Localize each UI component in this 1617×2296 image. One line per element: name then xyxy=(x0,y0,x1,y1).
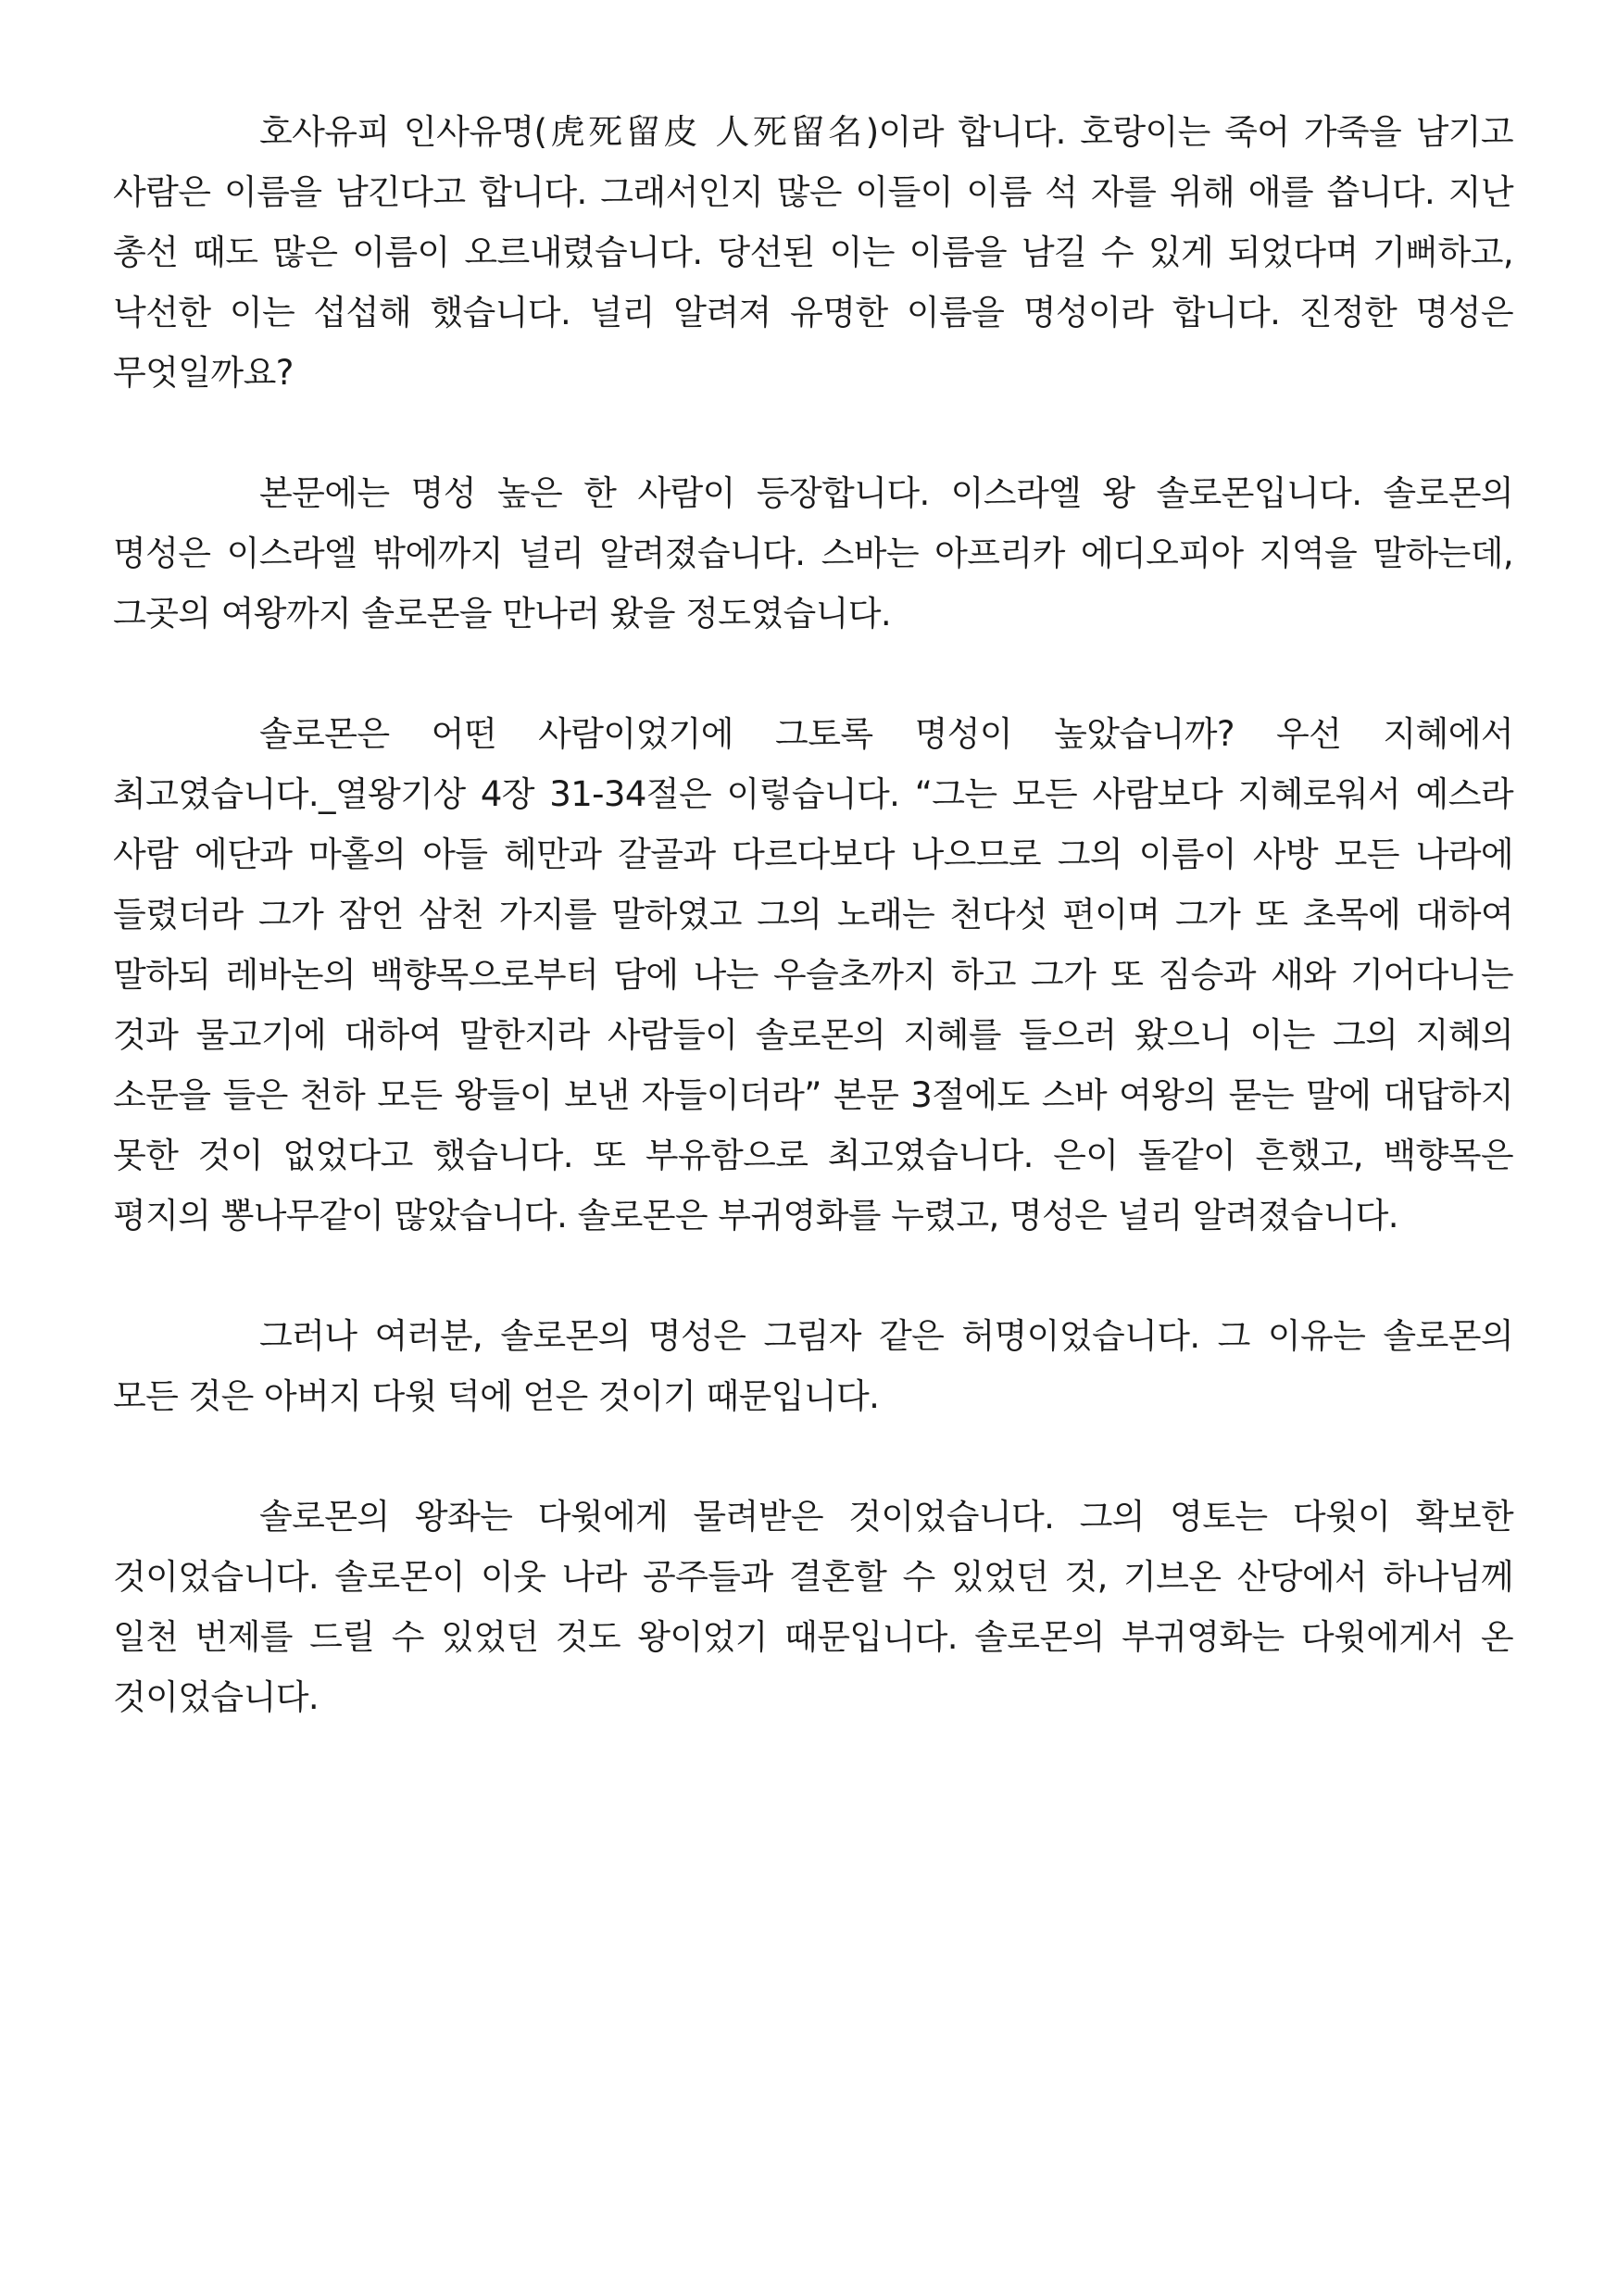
document-body xyxy=(113,102,1513,1788)
paragraph-5: 솔로몬의 왕좌는 다윗에게 물려받은 것이었습니다. 그의 영토는 다윗이 확보한 것이었습니다. 솔로몬이 이웃 나라 공주들과 결혼할 수 있었던 것, 기브온 산당에서 하나님께 일천 번제를 드릴 수 있었던 것도 왕이었기 때문입니다. 솔로몬의 부귀영화는 다윗에게서 온 것이었습니다. xyxy=(113,1497,1513,1717)
paragraph-1: 호사유피 인사유명(虎死留皮 人死留名)이라 합니다. 호랑이는 죽어 가죽을 남기고 사람은 이름을 남긴다고 합니다. 그래서인지 많은 이들이 이름 석 자를 위해 애를 씁니다. 지난 총선 때도 많은 이름이 오르내렸습니다. 당선된 이는 이름을 남길 수 있게 되었다며 기뻐하고, 낙선한 이는 섭섭해 했습니다. 널리 알려져 유명한 이름을 명성이라 합니다. 진정한 명성은 무엇일까요? xyxy=(113,112,1513,393)
paragraph-2: 본문에는 명성 높은 한 사람이 등장합니다. 이스라엘 왕 솔로몬입니다. 솔로몬의 명성은 이스라엘 밖에까지 널리 알려졌습니다. 스바는 아프리카 에디오피아 지역을 말하는데, 그곳의 여왕까지 솔로몬을 만나러 왔을 정도였습니다. xyxy=(113,473,1513,634)
paragraph-3: 솔로몬은 어떤 사람이었기에 그토록 명성이 높았습니까? 우선 지혜에서 최고였습니다._열왕기상 4장 31-34절은 이렇습니다. “그는 모든 사람보다 지혜로워서 예스라 사람 에단과 마홀의 아들 헤만과 갈골과 다르다보다 나으므로 그의 이름이 사방 모든 나라에 들렸더라 그가 잠언 삼천 가지를 말하였고 그의 노래는 천다섯 편이며 그가 또 초목에 대하여 말하되 레바논의 백향목으로부터 담에 나는 우슬초까지 하고 그가 또 짐승과 새와 기어다니는 것과 물고기에 대하여 말한지라 사람들이 솔로몬의 지혜를 들으러 왔으니 이는 그의 지혜의 소문을 들은 천하 모든 왕들이 보낸 자들이더라” 본문 3절에도 스바 여왕의 묻는 말에 대답하지 못한 것이 없었다고 했습니다. 또 부유함으로 최고였습니다. 은이 돌같이 흔했고, 백향목은 평지의 뽕나무같이 많았습니다. 솔로몬은 부귀영화를 누렸고, 명성은 널리 알려졌습니다. xyxy=(113,714,1513,1236)
paragraph-4: 그러나 여러분, 솔로몬의 명성은 그림자 같은 허명이었습니다. 그 이유는 솔로몬의 모든 것은 아버지 다윗 덕에 얻은 것이기 때문입니다. xyxy=(113,1316,1513,1416)
